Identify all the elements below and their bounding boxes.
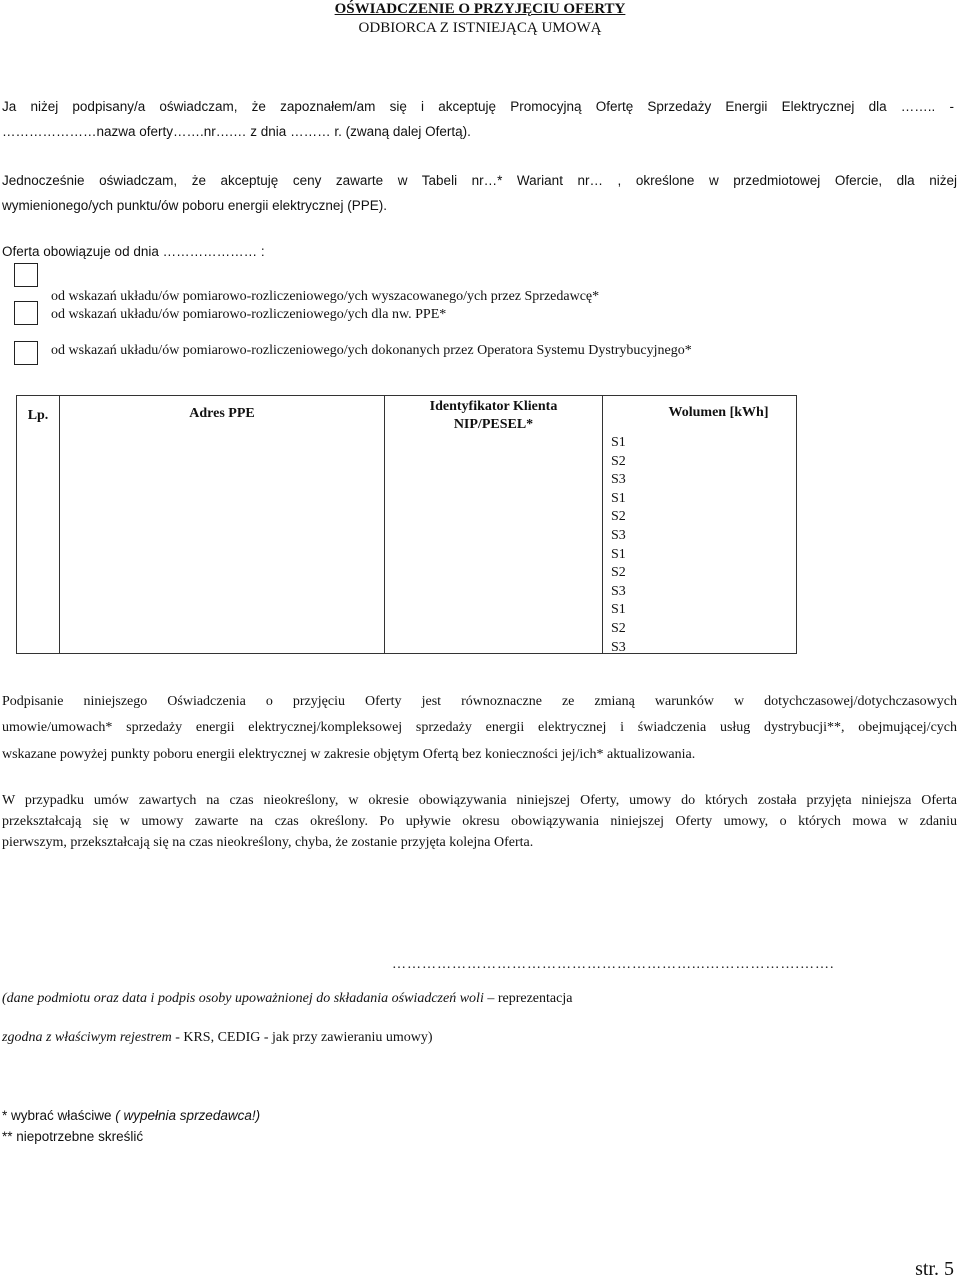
paragraph-2-line-2: przekształcają się w umowy zawarte na czas określony. Po upływie okresu obowiązywania niniejszej Oferty umowy, o których mowa w zdaniu	[2, 814, 957, 829]
zone-label: S1	[611, 490, 626, 506]
document-title: OŚWIADCZENIE O PRZYJĘCIU OFERTY	[334, 1, 626, 17]
option-estimated-checkbox[interactable]	[14, 263, 38, 287]
validity-label: Oferta obowiązuje od dnia ………………… :	[2, 244, 265, 259]
zone-label: S3	[611, 527, 626, 543]
zone-label: S2	[611, 509, 626, 525]
signature-caption-normal: – reprezentacja	[483, 991, 573, 1006]
paragraph-1-line-2: umowie/umowach* sprzedaży energii elektrycznej/kompleksowej sprzedaży energii elektrycznej i świadczenia usług dystrybucji**, obejmującej/cych	[2, 720, 957, 735]
zone-label: S1	[611, 546, 626, 562]
registry-note-italic: zgodna z właściwym rejestrem	[2, 1030, 172, 1045]
zone-label: S3	[611, 583, 626, 599]
intro-line-2: …………………nazwa oferty…….nr….… z dnia ……… r. (zwaną dalej Ofertą).	[2, 124, 471, 139]
option-osd-checkbox[interactable]	[14, 341, 38, 365]
volume-column[interactable]	[603, 396, 797, 654]
client-id-header-line-2: NIP/PESEL*	[453, 417, 534, 432]
footnote-1-normal: * wybrać właściwe	[2, 1108, 116, 1123]
option-osd-label: od wskazań układu/ów pomiarowo-rozliczeniowego/ych dokonanych przez Operatora Systemu Dystrybucyjnego*	[51, 343, 692, 358]
paragraph-1-line-3: wskazane powyżej punkty poboru energii elektrycznej w zakresie objętym Ofertą bez konieczności jej/ich* aktualizowania.	[2, 747, 696, 762]
prices-line-2: wymienionego/ych punktu/ów poboru energii elektrycznej (PPE).	[2, 198, 387, 213]
footnote-1-italic: ( wypełnia sprzedawca!)	[115, 1108, 261, 1123]
zone-label: S3	[611, 472, 626, 488]
client-id-header	[385, 396, 602, 434]
client-id-header-line-1: Identyfikator Klienta	[429, 399, 558, 414]
footnote-1	[2, 1106, 260, 1126]
zone-label: S3	[611, 639, 626, 655]
ppe-table	[16, 395, 797, 654]
option-listed-ppe-label: od wskazań układu/ów pomiarowo-rozliczeniowego/ych dla nw. PPE*	[51, 307, 447, 322]
zone-label: S2	[611, 565, 626, 581]
document-subtitle: ODBIORCA Z ISTNIEJĄCĄ UMOWĄ	[358, 20, 602, 36]
registry-note-normal: - KRS, CEDIG - jak przy zawieraniu umowy)	[171, 1030, 433, 1045]
lp-header: Lp.	[27, 408, 49, 423]
registry-note	[2, 1028, 433, 1048]
lp-column	[17, 396, 60, 654]
zone-list	[603, 396, 796, 657]
address-column[interactable]	[60, 396, 385, 654]
footnote-2: ** niepotrzebne skreślić	[2, 1129, 144, 1144]
page-number: str. 5	[915, 1258, 954, 1280]
option-estimated-label: od wskazań układu/ów pomiarowo-rozliczeniowego/ych wyszacowanego/ych przez Sprzedawcę*	[51, 289, 600, 304]
zone-label: S1	[611, 602, 626, 618]
intro-line-1: Ja niżej podpisany/a oświadczam, że zapoznałem/am się i akceptuję Promocyjną Ofertę Sprzedaży Energii Elektrycznej dla …….. -	[2, 99, 954, 114]
zone-label: S2	[611, 620, 626, 636]
volume-header: Wolumen [kWh]	[668, 405, 769, 420]
client-id-column[interactable]	[385, 396, 603, 654]
zone-label: S2	[611, 453, 626, 469]
zone-label: S1	[611, 435, 626, 450]
signature-caption-italic: (dane podmiotu oraz data i podpis osoby upoważnionej do składania oświadczeń woli	[2, 991, 484, 1006]
prices-line-1: Jednocześnie oświadczam, że akceptuję ceny zawarte w Tabeli nr…* Wariant nr… , określone w przedmiotowej Ofercie, dla niżej	[2, 173, 957, 188]
address-header: Adres PPE	[189, 406, 255, 421]
signature-line: ……………………………………………………...……………….…….	[392, 957, 835, 972]
paragraph-1-line-1: Podpisanie niniejszego Oświadczenia o przyjęciu Oferty jest równoznaczne ze zmianą warunków w dotychczasowej/dotychczasowych	[2, 694, 957, 709]
signature-caption	[2, 989, 572, 1009]
option-listed-ppe-checkbox[interactable]	[14, 301, 38, 325]
paragraph-2-line-3: pierwszym, przekształcają się na czas nieokreślony, chyba, że zostanie przyjęta kolejna Oferta.	[2, 835, 534, 850]
paragraph-2-line-1: W przypadku umów zawartych na czas nieokreślony, w okresie obowiązywania niniejszej Oferty, umowy do których została przyjęta niniejsza Oferta	[2, 793, 957, 808]
